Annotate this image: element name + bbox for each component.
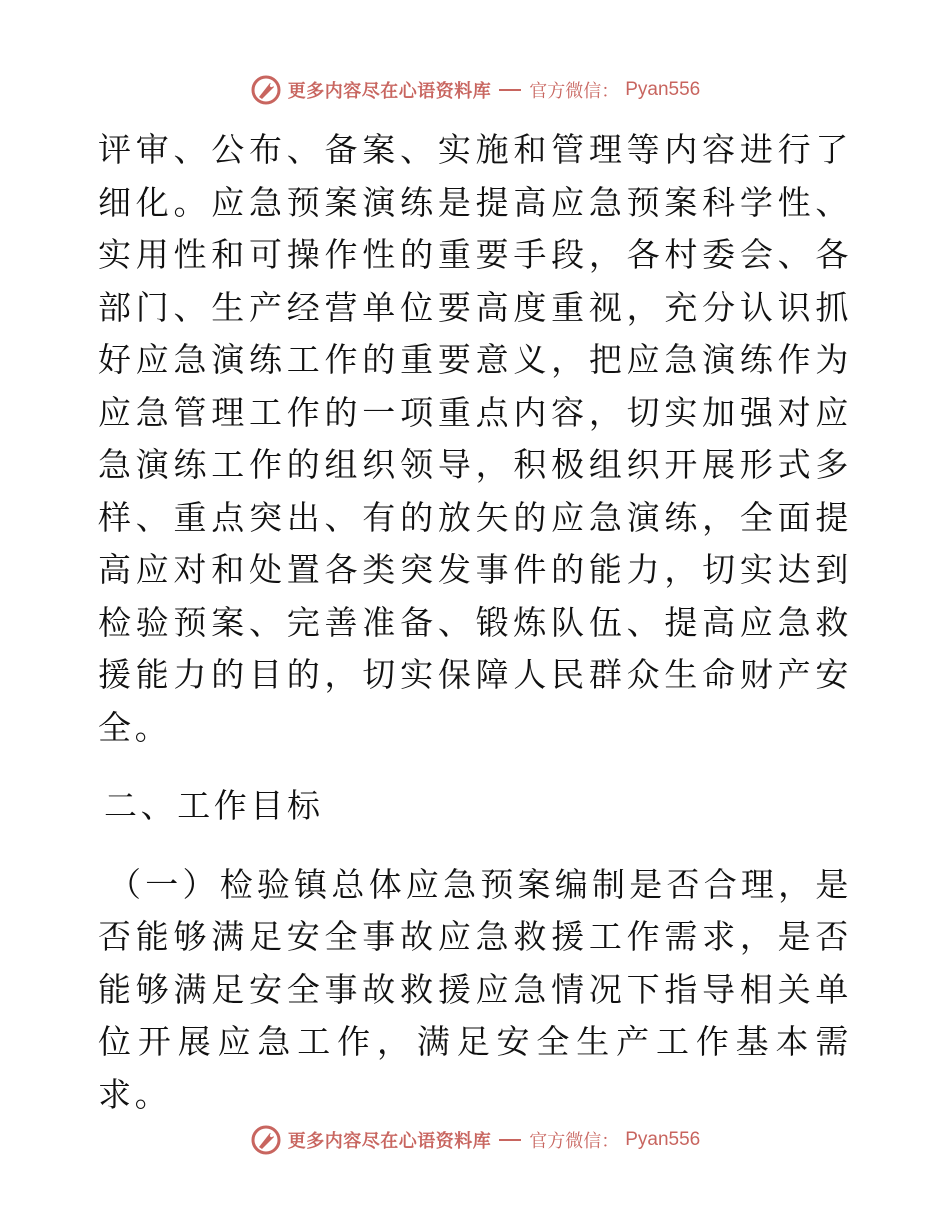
header-watermark-banner (0, 70, 950, 110)
watermark-wechat-label: 官方微信： (529, 1131, 620, 1152)
pen-nib-logo-icon (250, 1124, 282, 1156)
watermark-dash (499, 89, 521, 91)
watermark-wechat-label: 官方微信： (529, 81, 620, 102)
pen-nib-logo-icon (250, 74, 282, 106)
watermark-dash (499, 1139, 521, 1141)
document-body (98, 124, 852, 1121)
footer-watermark-banner (0, 1120, 950, 1160)
watermark-wechat-id: Pyan556 (625, 1129, 701, 1150)
section-heading: 二、工作目标 (104, 786, 324, 825)
body-paragraph: 评审、公布、备案、实施和管理等内容进行了细化。应急预案演练是提高应急预案科学性、实用性和可操作性的重要手段，各村委会、各部门、生产经营单位要高度重视，充分认识抓好应急演练工作的重要意义，把应急演练作为应急管理工作的一项重点内容，切实加强对应急演练工作的组织领导，积极组织开展形式多样、重点突出、有的放矢的应急演练，全面提高应对和处置各类突发事件的能力，切实达到检验预案、完善准备、锻炼队伍、提高应急救援能力的目的，切实保障人民群众生命财产安全。 (98, 130, 852, 747)
watermark-slogan: 更多内容尽在心语资料库 (287, 81, 492, 102)
watermark-slogan: 更多内容尽在心语资料库 (287, 1131, 492, 1152)
watermark-wechat-id: Pyan556 (625, 79, 701, 100)
body-paragraph: （一）检验镇总体应急预案编制是否合理，是否能够满足安全事故应急救援工作需求，是否能够满足安全事故救援应急情况下指导相关单位开展应急工作，满足安全生产工作基本需求。 (98, 864, 852, 1114)
